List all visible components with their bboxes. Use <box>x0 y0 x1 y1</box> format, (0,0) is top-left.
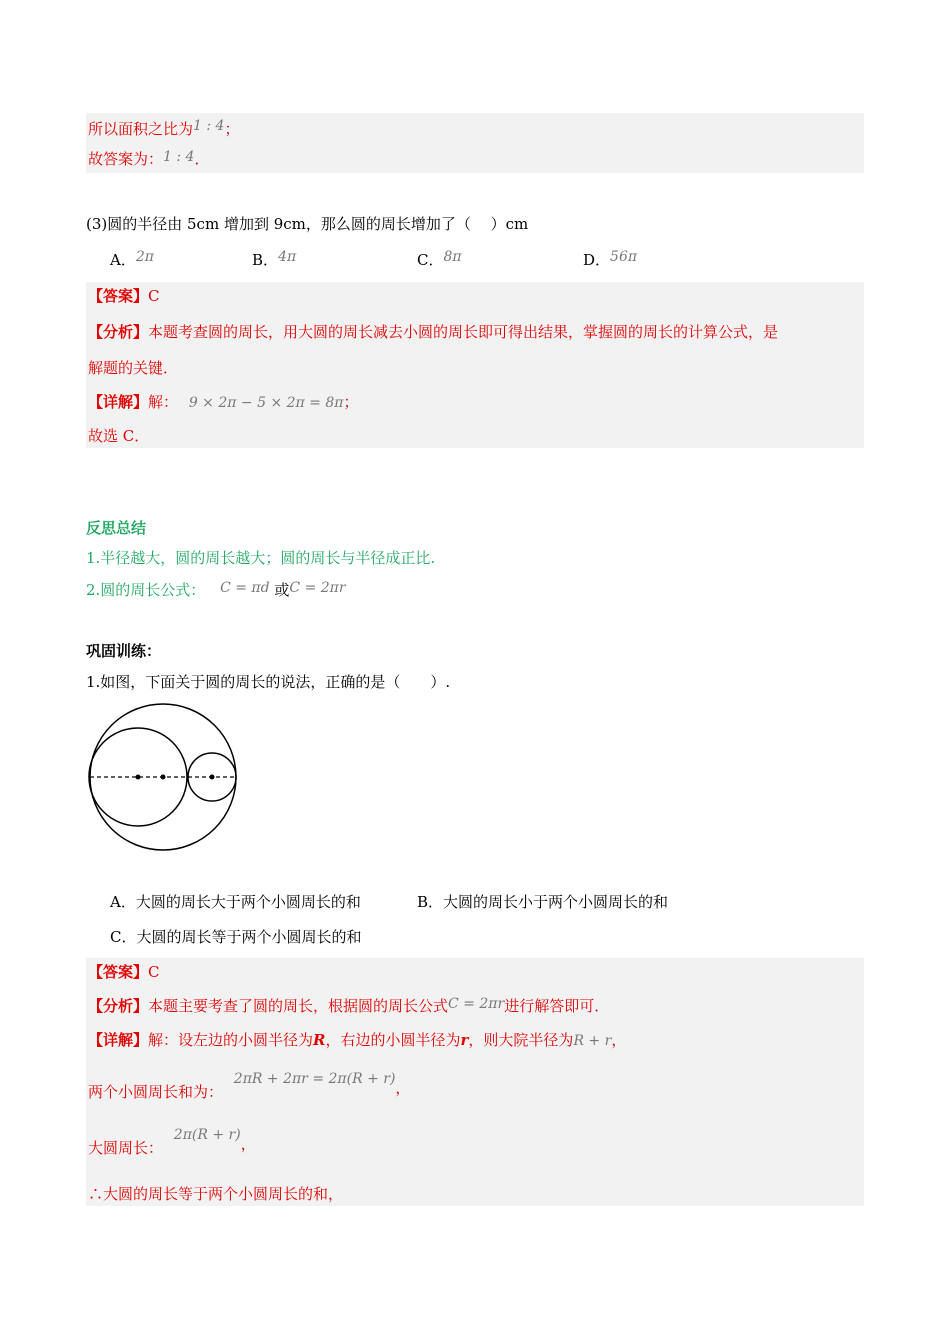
practice-title: 巩固训练： <box>86 642 162 660</box>
conclusion-line: 故选 C． <box>88 427 150 445</box>
option-b: B．4π <box>252 249 297 269</box>
detail-line: 【详解】解： 9 × 2π − 5 × 2π = 8π； <box>88 393 359 411</box>
therefore-line: ∴大圆的周长等于两个小圆周长的和， <box>88 1185 344 1203</box>
analysis-line: 【分析】本题主要考查了圆的周长，根据圆的周长公式C = 2πr进行解答即可． <box>88 996 610 1015</box>
reflection-item-1: 1.半径越大，圆的周长越大；圆的周长与半径成正比. <box>86 549 436 567</box>
center-dot <box>161 775 166 780</box>
answer-line: 【答案】C <box>88 287 160 305</box>
option-a: A．2π <box>110 249 154 269</box>
practice-question: 1.如图，下面关于圆的周长的说法，正确的是（ ）. <box>86 673 451 691</box>
detail-line: 【详解】解：设左边的小圆半径为R，右边的小圆半径为r，则大院半径为R + r， <box>88 1031 627 1049</box>
option-c: C．8π <box>417 249 462 269</box>
big-circle-line: 大圆周长： 2π(R + r)， <box>88 1127 256 1157</box>
answer-block-2 <box>86 282 864 448</box>
practice-option-c: C．大圆的周长等于两个小圆周长的和 <box>110 928 362 946</box>
answer-block-3 <box>86 958 864 1206</box>
sum-line: 两个小圆周长和为： 2πR + 2πr = 2π(R + r)， <box>88 1071 411 1101</box>
center-dot <box>210 775 215 780</box>
reflection-title: 反思总结 <box>86 519 147 537</box>
circles-figure <box>83 700 243 860</box>
answer-block-1 <box>86 113 864 173</box>
center-dot <box>136 775 141 780</box>
practice-option-b: B．大圆的周长小于两个小圆周长的和 <box>417 893 669 911</box>
option-d: D．56π <box>583 249 638 269</box>
analysis-line-1: 【分析】本题考查圆的周长，用大圆的周长减去小圆的周长即可得出结果，掌握圆的周长的计算公式，是 <box>88 323 779 341</box>
answer-line: 【答案】C <box>88 963 160 981</box>
reflection-item-2: 2.圆的周长公式： C = πd 或C = 2πr <box>86 580 346 599</box>
answer-line: 故答案为：1 : 4． <box>88 149 210 168</box>
analysis-line-2: 解题的关键． <box>88 359 179 377</box>
question-3-stem: (3)圆的半径由 5cm 增加到 9cm，那么圆的周长增加了（ ）cm <box>86 215 529 233</box>
ratio-line: 所以面积之比为1 : 4； <box>88 118 240 138</box>
practice-option-a: A．大圆的周长大于两个小圆周长的和 <box>110 893 361 911</box>
